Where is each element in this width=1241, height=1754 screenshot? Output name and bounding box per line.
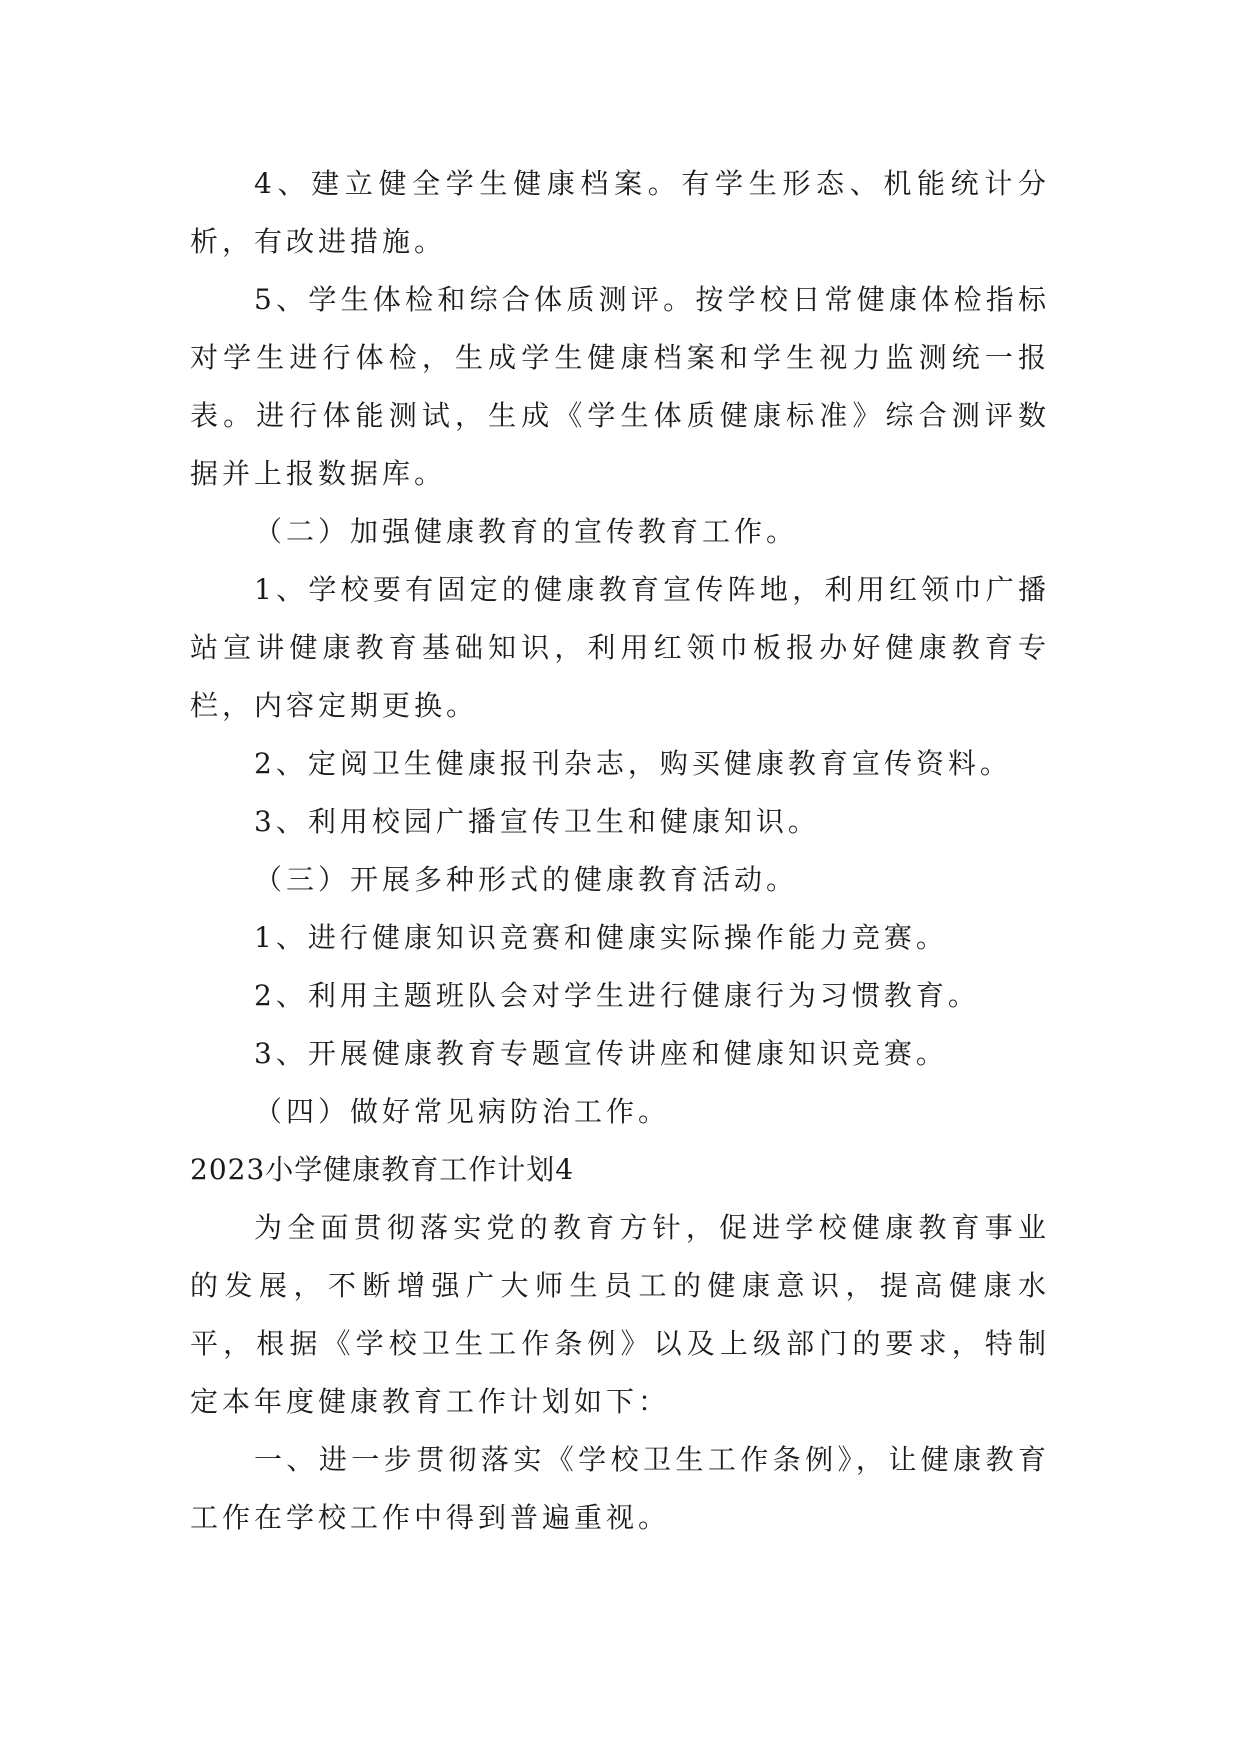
paragraph: （四）做好常见病防治工作。 — [254, 1095, 671, 1128]
paragraph: 2、利用主题班队会对学生进行健康行为习惯教育。 — [254, 979, 980, 1012]
paragraph: （三）开展多种形式的健康教育活动。 — [254, 863, 799, 896]
paragraph: 一、进一步贯彻落实《学校卫生工作条例》，让健康教育工作在学校工作中得到普遍重视。 — [190, 1443, 1050, 1534]
paragraph: 1、进行健康知识竞赛和健康实际操作能力竞赛。 — [254, 921, 948, 954]
paragraph: 1、学校要有固定的健康教育宣传阵地，利用红领巾广播站宣讲健康教育基础知识，利用红领巾板报办好健康教育专栏，内容定期更换。 — [190, 573, 1050, 722]
paragraph: 2、定阅卫生健康报刊杂志，购买健康教育宣传资料。 — [254, 747, 1012, 780]
paragraph: 4、建立健全学生健康档案。有学生形态、机能统计分析，有改进措施。 — [190, 167, 1050, 258]
paragraph: 3、开展健康教育专题宣传讲座和健康知识竞赛。 — [254, 1037, 948, 1070]
paragraph: （二）加强健康教育的宣传教育工作。 — [254, 515, 799, 548]
section-title: 2023小学健康教育工作计划4 — [190, 1153, 575, 1186]
paragraph: 3、利用校园广播宣传卫生和健康知识。 — [254, 805, 820, 838]
paragraph: 为全面贯彻落实党的教育方针，促进学校健康教育事业的发展，不断增强广大师生员工的健康意识，提高健康水平，根据《学校卫生工作条例》以及上级部门的要求，特制定本年度健康教育工作计划如下： — [190, 1211, 1050, 1418]
document-body — [190, 155, 1050, 1547]
paragraph: 5、学生体检和综合体质测评。按学校日常健康体检指标对学生进行体检，生成学生健康档案和学生视力监测统一报表。进行体能测试，生成《学生体质健康标准》综合测评数据并上报数据库。 — [190, 283, 1050, 490]
